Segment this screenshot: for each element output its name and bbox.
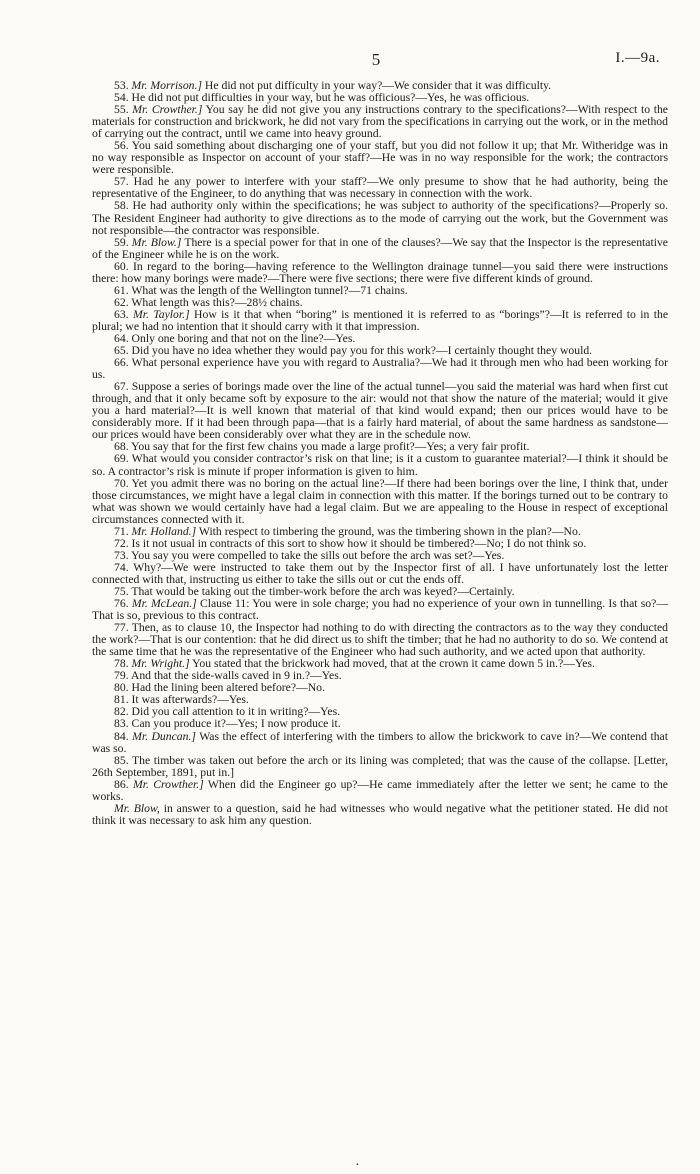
question-number: 67. xyxy=(114,380,129,394)
paragraph-text: Then, as to clause 10, the Inspector had nothing to do with directing the contractors as to the way they conducted the work?—That is our contention: that he did direct us to shift the timber; that he had no authority to do so. We contend at the same time that he was the representative of the Engineer who had such authority, and we acted upon that authority. xyxy=(92,621,668,659)
paragraph-text: With respect to timbering the ground, was the timbering shown in the plan?—No. xyxy=(198,524,581,538)
question-number: 75. xyxy=(114,584,129,598)
paragraph-text: What personal experience have you with regard to Australia?—We had it through men who had been working for us. xyxy=(92,356,668,382)
transcript-paragraph xyxy=(92,453,668,477)
transcript-paragraph xyxy=(92,622,668,658)
speaker-name: Mr. Duncan.] xyxy=(132,729,196,743)
transcript-paragraph xyxy=(92,779,668,803)
question-number: 84. xyxy=(114,729,129,743)
question-number: 74. xyxy=(114,560,129,574)
evidence-transcript xyxy=(92,80,668,827)
question-number: 54. xyxy=(114,91,129,105)
speaker-name: Mr. Crowther.] xyxy=(132,103,203,117)
speaker-name: Mr. Holland.] xyxy=(131,524,197,538)
question-number: 77. xyxy=(114,621,129,635)
paragraph-text: You say he did not give you any instructions contrary to the specifications?—With respect to the materials for construction and brickwork, he did not vary from the specifications in carrying out the work, or in the method of carrying out the contract, until we came into heavy ground. xyxy=(92,103,668,141)
question-number: 85. xyxy=(114,753,129,767)
question-number: 72. xyxy=(114,536,129,550)
transcript-paragraph xyxy=(92,478,668,526)
paragraph-text: Clause 11: You were in sole charge; you had no experience of your own in tunnelling. Is that so?—That is so, previous to this contract. xyxy=(92,597,669,623)
transcript-paragraph xyxy=(92,176,668,200)
question-number: 79. xyxy=(114,669,129,683)
paragraph-text: Only one boring and that not on the line?—Yes. xyxy=(131,331,356,345)
transcript-paragraph xyxy=(92,381,668,441)
transcript-paragraph xyxy=(92,200,668,236)
question-number: 68. xyxy=(114,440,129,454)
question-number: 82. xyxy=(114,705,129,719)
question-number: 78. xyxy=(114,657,129,671)
paragraph-text: Why?—We were instructed to take them out by the Inspector first of all. I have unfortunately lost the letter connected with that, instructing us either to take the sills out or cut the ends off. xyxy=(92,560,668,586)
transcript-paragraph xyxy=(92,309,668,333)
question-number: 83. xyxy=(114,717,129,731)
speaker-name: Mr. Blow.] xyxy=(131,235,182,249)
transcript-paragraph xyxy=(92,357,668,381)
transcript-paragraph xyxy=(92,755,668,779)
paragraph-text: Had the lining been altered before?—No. xyxy=(131,681,325,695)
paragraph-text: He had authority only within the specifications; he was subject to authority of the specifications?—Properly so. The Resident Engineer had authority to give directions as to the mode of carrying out the work, but the Government was not responsible—the contractor was responsible. xyxy=(92,199,668,237)
question-number: 69. xyxy=(114,452,129,466)
question-number: 56. xyxy=(114,139,129,153)
paragraph-text: What length was this?—28½ chains. xyxy=(131,295,303,309)
question-number: 59. xyxy=(114,235,129,249)
paragraph-text: Is it not usual in contracts of this sort to show how it should be timbered?—No; I do not think so. xyxy=(131,536,587,550)
paragraph-text: You said something about discharging one of your staff, but you did not follow it up; that Mr. Witheridge was in no way responsible as Inspector on account of your staff?—He was in no way responsible for the work; the contractors were responsible. xyxy=(92,139,668,177)
question-number: 53. xyxy=(114,79,129,92)
paragraph-text: Suppose a series of borings made over the line of the actual tunnel—you said the material was hard when first cut through, and that it only became soft by exposure to the air: would not that show the nature of the material; would it give you a hard material?—It is well known that material of that kind would expand; then our prices would have to be considerably more. If it had been through papa—that is a fairly hard material, of about the same hardness as sandstone—our prices would have been considerably over what they are in the schedule now. xyxy=(92,380,668,442)
transcript-paragraph xyxy=(92,261,668,285)
transcript-paragraph xyxy=(92,562,668,586)
question-number: 66. xyxy=(114,356,129,370)
paragraph-text: You say you were compelled to take the sills out before the arch was set?—Yes. xyxy=(131,548,505,562)
question-number: 61. xyxy=(114,283,129,297)
paragraph-text: You stated that the brickwork had moved, that at the crown it came down 5 in.?—Yes. xyxy=(192,657,595,671)
document-reference: I.—9a. xyxy=(615,50,660,66)
paragraph-text: It was afterwards?—Yes. xyxy=(131,693,249,707)
speaker-name: Mr. Wright.] xyxy=(131,657,190,671)
paragraph-text: How is it that when “boring” is mentioned it is referred to as “borings”?—It is referred to in the plural; we had no intention that it should carry with it that impression. xyxy=(92,307,669,333)
question-number: 70. xyxy=(114,476,129,490)
question-number: 86. xyxy=(114,777,129,791)
transcript-paragraph xyxy=(92,140,668,176)
page-header xyxy=(92,50,660,72)
question-number: 60. xyxy=(114,259,129,273)
paragraph-text: Had he any power to interfere with your staff?—We only presume to show that he had authority, being the representative of the Engineer, to do anything that was necessary in connection with the work. xyxy=(92,175,669,201)
question-number: 62. xyxy=(114,295,129,309)
speaker-name: Mr. Crowther.] xyxy=(132,777,204,791)
transcript-paragraph xyxy=(92,104,668,140)
footer-mark: · xyxy=(355,1158,360,1173)
paragraph-text: When did the Engineer go up?—He came immediately after the letter we sent; he came to the works. xyxy=(92,777,668,803)
transcript-paragraph xyxy=(92,237,668,261)
paragraph-text: What would you consider contractor’s risk on that line; is it a custom to guarantee material?—I think it should be so. A contractor’s risk is minute if proper information is given to him. xyxy=(92,452,669,478)
speaker-name: Mr. Blow, xyxy=(114,801,160,815)
paragraph-text: And that the side-walls caved in 9 in.?—Yes. xyxy=(130,669,342,683)
question-number: 63. xyxy=(114,307,129,321)
question-number: 80. xyxy=(114,681,129,695)
speaker-name: Mr. Morrison.] xyxy=(131,79,202,92)
paragraph-text: Was the effect of interfering with the timbers to allow the brickwork to cave in?—We contend that was so. xyxy=(92,729,668,755)
transcript-paragraph xyxy=(92,731,668,755)
paragraph-text: There is a special power for that in one of the clauses?—We say that the Inspector is the representative of the Engineer while he is on the work. xyxy=(92,235,668,261)
speaker-name: Mr. McLean.] xyxy=(131,597,197,611)
page-number: 5 xyxy=(371,50,381,69)
paragraph-text: What was the length of the Wellington tunnel?—71 chains. xyxy=(131,283,408,297)
paragraph-text: He did not put difficulty in your way?—We consider that it was difficulty. xyxy=(204,79,552,92)
question-number: 55. xyxy=(114,103,129,117)
paragraph-text: Yet you admit there was no boring on the actual line?—If there had been borings over the line, I think that, under those circumstances, we might have a legal claim in connection with this matter. If the borings turned out to be contrary to what was shown we would certainly have had a legal claim. But we are appealing to the House in respect of exceptional circumstances connected with it. xyxy=(92,476,668,526)
paragraph-text: The timber was taken out before the arch or its lining was completed; that was the cause of the collapse. [Letter, 26th September, 1891, put in.] xyxy=(92,753,668,779)
speaker-name: Mr. Taylor.] xyxy=(133,307,190,321)
question-number: 57. xyxy=(114,175,129,189)
question-number: 81. xyxy=(114,693,129,707)
question-number: 71. xyxy=(114,524,129,538)
question-number: 64. xyxy=(114,331,129,345)
paragraph-text: in answer to a question, said he had witnesses who would negative what the petitioner stated. He did not think it was necessary to ask him any question. xyxy=(92,801,668,827)
paragraph-text: Did you have no idea whether they would pay you for this work?—I certainly thought they would. xyxy=(131,344,593,358)
question-number: 76. xyxy=(114,597,129,611)
question-number: 65. xyxy=(114,344,129,358)
question-number: 58. xyxy=(114,199,129,213)
transcript-paragraph xyxy=(92,803,668,827)
paragraph-text: He did not put difficulties in your way, but he was officious?—Yes, he was officious. xyxy=(131,91,530,105)
paragraph-text: That would be taking out the timber-work before the arch was keyed?—Certainly. xyxy=(131,584,515,598)
question-number: 73. xyxy=(114,548,129,562)
paragraph-text: In regard to the boring—having reference to the Wellington drainage tunnel—you said there were instructions there: how many borings were made?—There were five sections; there were five different kinds of ground. xyxy=(92,259,668,285)
paragraph-text: Did you call attention to it in writing?—Yes. xyxy=(131,705,341,719)
paragraph-text: You say that for the first few chains you made a large profit?—Yes; a very fair profit. xyxy=(131,440,530,454)
transcript-paragraph xyxy=(92,598,668,622)
paragraph-text: Can you produce it?—Yes; I now produce it. xyxy=(131,717,341,731)
